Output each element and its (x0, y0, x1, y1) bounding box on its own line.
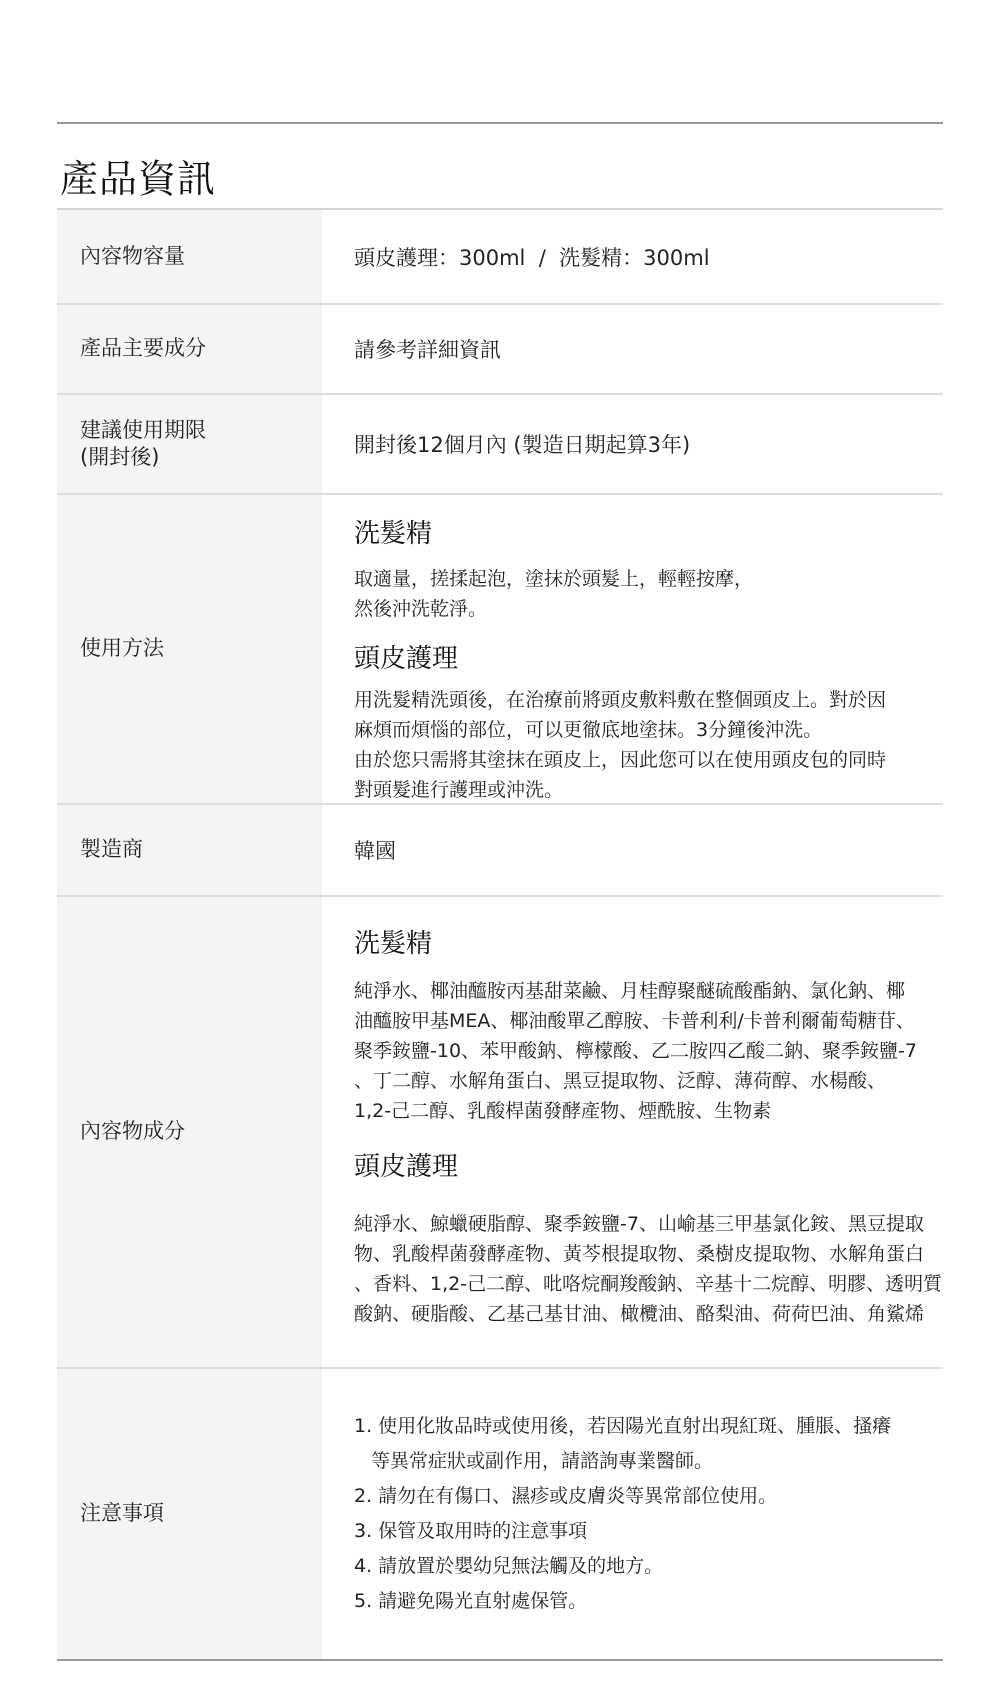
composition-shampoo-line: 油醯胺甲基MEA、椰油酸單乙醇胺、卡普利利/卡普利爾葡萄糖苷、 (354, 1010, 915, 1032)
row-value-maker (322, 805, 943, 895)
table-row-caution (57, 1369, 943, 1661)
row-value-composition (322, 897, 943, 1367)
composition-scalp-title: 頭皮護理 (354, 1152, 459, 1182)
caution-item: 等異常症狀或副作用，請諮詢專業醫師。 (371, 1450, 714, 1472)
row-label-capacity: 內容物容量 (57, 210, 322, 303)
composition-shampoo-title: 洗髮精 (354, 929, 433, 959)
capacity-value: 頭皮護理：300ml / 洗髮精：300ml (354, 245, 710, 270)
product-info-table (57, 210, 943, 1661)
expiry-label-line2: (開封後) (80, 445, 160, 469)
table-row-main-ingredients (57, 305, 943, 395)
caution-item: 4. 請放置於嬰幼兒無法觸及的地方。 (354, 1555, 664, 1577)
row-value-expiry (322, 395, 943, 493)
composition-scalp-line: 純淨水、鯨蠟硬脂醇、聚季銨鹽-7、山崳基三甲基氯化銨、黑豆提取 (354, 1213, 924, 1235)
table-row-expiry (57, 395, 943, 495)
composition-scalp-line: 、香料、1,2-己二醇、吡咯烷酮羧酸鈉、辛基十二烷醇、明膠、透明質 (354, 1273, 943, 1295)
row-label-maker: 製造商 (57, 805, 322, 895)
usage-shampoo-line2: 然後沖洗乾淨。 (354, 598, 488, 620)
table-row-capacity (57, 210, 943, 305)
row-value-caution (322, 1369, 943, 1659)
row-label-expiry (57, 395, 322, 493)
maker-value: 韓國 (354, 839, 396, 863)
main-ingredients-value: 請參考詳細資訊 (354, 338, 501, 362)
table-row-maker (57, 805, 943, 897)
table-row-composition (57, 897, 943, 1369)
row-value-usage (322, 495, 943, 803)
usage-scalp-title: 頭皮護理 (354, 644, 459, 674)
expiry-value: 開封後12個月內 (製造日期起算3年) (354, 433, 691, 457)
usage-scalp-line4: 對頭髮進行護理或沖洗。 (354, 779, 564, 801)
row-label-usage: 使用方法 (57, 495, 322, 803)
composition-shampoo-line: 1,2-己二醇、乳酸桿菌發酵產物、煙酰胺、生物素 (354, 1100, 772, 1122)
usage-shampoo-line1: 取適量，搓揉起泡，塗抹於頭髮上，輕輕按摩， (354, 568, 754, 590)
row-value-main-ingredients (322, 305, 943, 393)
composition-scalp-line: 物、乳酸桿菌發酵產物、黃芩根提取物、桑樹皮提取物、水解角蛋白 (354, 1243, 925, 1265)
caution-item: 2. 請勿在有傷口、濕疹或皮膚炎等異常部位使用。 (354, 1485, 778, 1507)
page-title: 產品資訊 (60, 157, 217, 201)
composition-shampoo-line: 聚季銨鹽-10、苯甲酸鈉、檸檬酸、乙二胺四乙酸二鈉、聚季銨鹽-7 (354, 1040, 917, 1062)
caution-item: 1. 使用化妝品時或使用後，若因陽光直射出現紅斑、腫脹、搔癢 (354, 1415, 892, 1437)
caution-item: 5. 請避免陽光直射處保管。 (354, 1590, 588, 1612)
usage-scalp-line2: 麻煩而煩惱的部位，可以更徹底地塗抹。3分鐘後沖洗。 (354, 719, 823, 741)
composition-scalp-line: 酸鈉、硬脂酸、乙基己基甘油、橄欖油、酪梨油、荷荷巴油、角鯊烯 (354, 1303, 925, 1325)
composition-shampoo-line: 純淨水、椰油醯胺丙基甜菜鹼、月桂醇聚醚硫酸酯鈉、氯化鈉、椰 (354, 980, 906, 1002)
expiry-label-line1: 建議使用期限 (80, 417, 206, 442)
usage-scalp-line1: 用洗髮精洗頭後，在治療前將頭皮敷料敷在整個頭皮上。對於因 (354, 689, 887, 711)
top-divider (57, 122, 943, 124)
row-label-composition: 內容物成分 (57, 897, 322, 1367)
row-label-main-ingredients: 產品主要成分 (57, 305, 322, 393)
usage-shampoo-title: 洗髮精 (354, 519, 433, 549)
caution-item: 3. 保管及取用時的注意事項 (354, 1520, 588, 1542)
row-value-capacity (322, 210, 943, 303)
table-row-usage (57, 495, 943, 805)
usage-scalp-line3: 由於您只需將其塗抹在頭皮上，因此您可以在使用頭皮包的同時 (354, 749, 887, 771)
composition-shampoo-line: 、丁二醇、水解角蛋白、黑豆提取物、泛醇、薄荷醇、水楊酸、 (354, 1070, 887, 1092)
row-label-caution: 注意事項 (57, 1369, 322, 1659)
